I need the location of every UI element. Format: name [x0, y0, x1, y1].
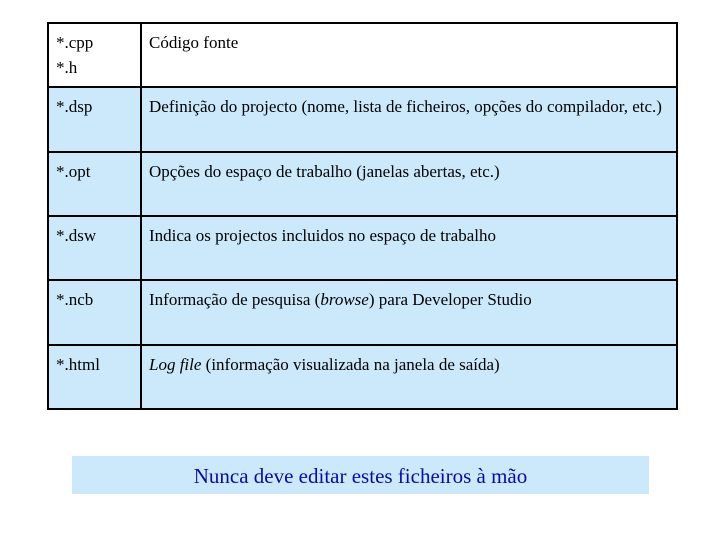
extension-cell — [48, 280, 141, 344]
extension-cell — [48, 216, 141, 280]
description-cell — [141, 87, 677, 151]
extension-label: *.dsw — [56, 225, 97, 245]
warning-note — [72, 456, 649, 494]
warning-note-text: Nunca deve editar estes ficheiros à mão — [193, 464, 528, 488]
extension-label: *.ncb — [56, 290, 94, 310]
extension-label: *.opt — [56, 161, 91, 181]
description-cell — [141, 345, 677, 409]
table-row — [48, 87, 677, 151]
description-text: Definição do projecto (nome, lista de ficheiros, opções do compilador, etc.) — [149, 97, 662, 117]
extension-label: *.dsp — [56, 97, 93, 117]
description-cell — [141, 216, 677, 280]
extension-cell — [48, 23, 141, 87]
table-row — [48, 345, 677, 409]
description-italic-term: browse — [320, 290, 369, 310]
extension-label: *.h — [56, 58, 78, 77]
description-cell — [141, 23, 677, 87]
description-italic-term: Log file — [149, 354, 202, 374]
description-text: ) para Developer Studio — [368, 290, 532, 310]
extension-cell — [48, 345, 141, 409]
description-cell — [141, 280, 677, 344]
table-row — [48, 216, 677, 280]
table-row — [48, 23, 677, 87]
table-row — [48, 280, 677, 344]
extension-cell — [48, 87, 141, 151]
extension-label: *.html — [56, 354, 100, 374]
file-types-table — [47, 22, 678, 410]
description-text: Opções do espaço de trabalho (janelas abertas, etc.) — [149, 161, 500, 181]
extension-label: *.cpp — [56, 33, 94, 52]
description-text: Indica os projectos incluidos no espaço de trabalho — [149, 225, 496, 245]
description-text: Código fonte — [149, 33, 239, 52]
table-row — [48, 152, 677, 216]
description-text: (informação visualizada na janela de saída) — [201, 354, 500, 374]
description-text: Informação de pesquisa ( — [149, 290, 321, 310]
description-cell — [141, 152, 677, 216]
extension-cell — [48, 152, 141, 216]
